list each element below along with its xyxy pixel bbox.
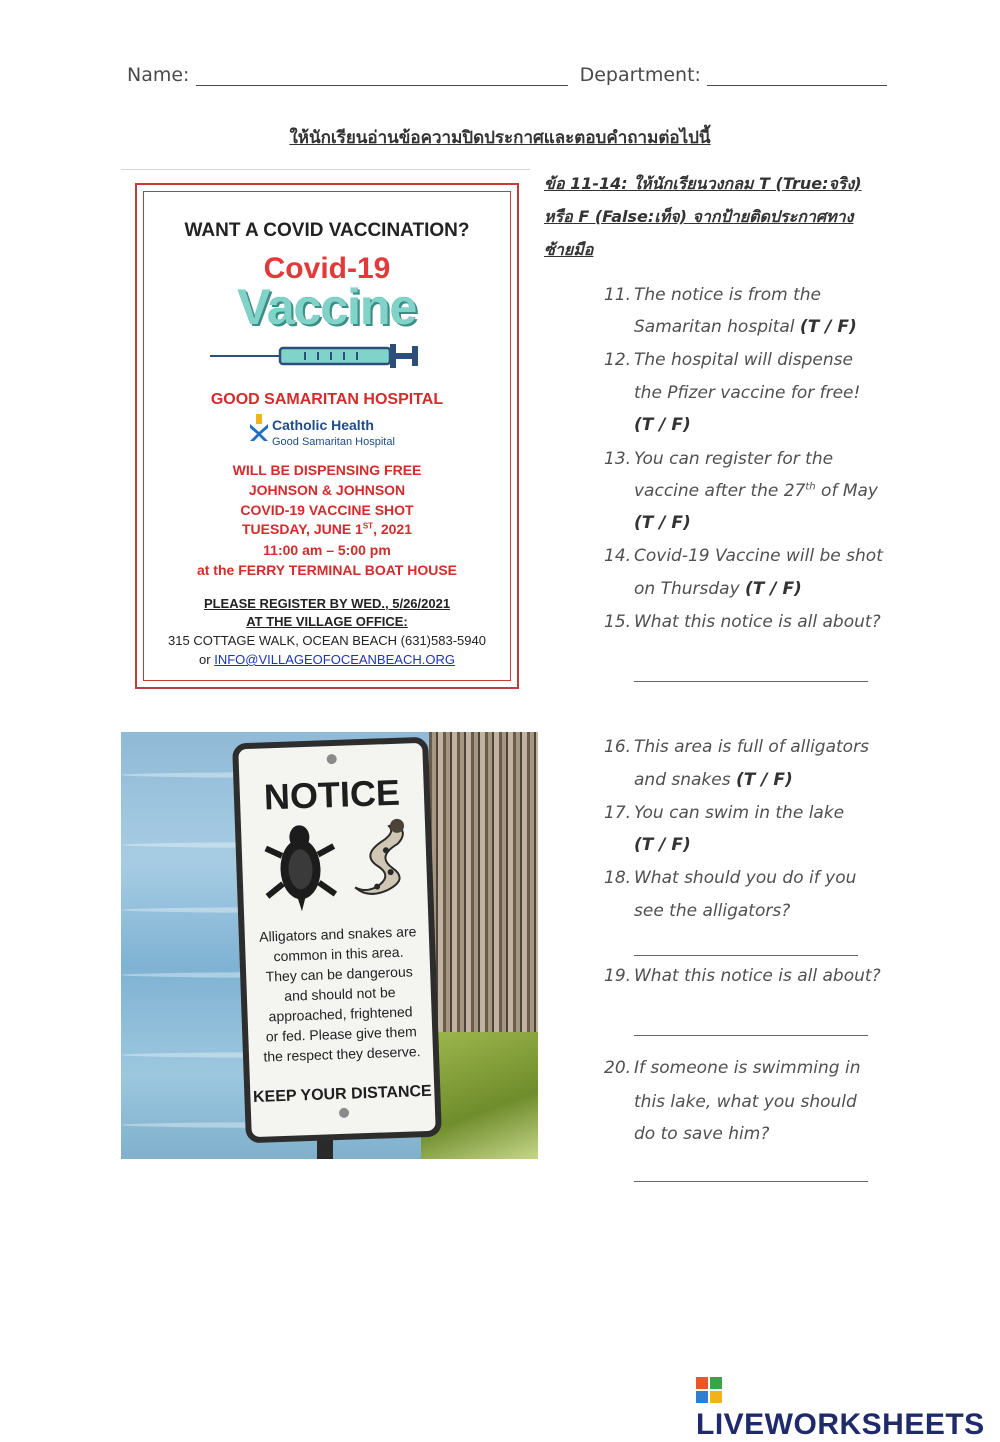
question-text: You can swim in the lake — [634, 803, 845, 823]
question-number: 16. — [604, 737, 632, 757]
alligator-icon — [259, 824, 342, 913]
poster-email-link[interactable]: INFO@VILLAGEOFOCEANBEACH.ORG — [214, 652, 455, 667]
tf-choice[interactable]: (T / F) — [634, 835, 691, 855]
question-text-line2: this lake, what you should — [634, 1092, 857, 1112]
poster-covid-text: Covid-19 — [263, 252, 391, 285]
header-row — [127, 64, 887, 86]
question-number: 12. — [604, 350, 632, 370]
question-text-part: and snakes — [634, 770, 736, 790]
tf-instruction-line3: ซ้ายมือ — [544, 240, 594, 259]
poster-email-line — [144, 652, 510, 667]
question-text-line3: do to save him? — [634, 1124, 770, 1144]
poster-hospital-name: GOOD SAMARITAN HOSPITAL — [210, 391, 444, 408]
question-text-line2 — [634, 579, 802, 599]
alligator-notice-photo — [121, 732, 538, 1159]
tf-choice[interactable]: (T / F) — [634, 513, 691, 533]
question-number: 13. — [604, 449, 632, 469]
liveworksheets-logo-icon — [696, 1377, 722, 1403]
poster-line-venue: at the FERRY TERMINAL BOAT HOUSE — [196, 562, 458, 578]
tf-choice[interactable]: (T / F) — [736, 770, 793, 790]
question-text: The hospital will dispense — [634, 350, 853, 370]
question-text-line2 — [634, 317, 857, 337]
answer-line-18[interactable] — [634, 954, 858, 956]
department-label: Department: — [579, 64, 701, 86]
catholic-health-logo-icon — [248, 414, 270, 442]
question-text-line2: see the alligators? — [634, 901, 791, 921]
question-number: 20. — [604, 1058, 632, 1078]
poster-line-time: 11:00 am – 5:00 pm — [263, 542, 391, 558]
poster-date-year: , 2021 — [373, 521, 413, 537]
tf-instruction-line2: หรือ F (False:เท็จ) จากป้ายติดประกาศทาง — [544, 207, 854, 226]
poster-inner-border — [143, 191, 511, 681]
question-number: 19. — [604, 966, 632, 986]
poster-catholic-health: Catholic Health — [272, 417, 374, 433]
sign-footer: KEEP YOUR DISTANCE — [252, 1082, 432, 1107]
tf-choice[interactable]: (T / F) — [634, 415, 691, 435]
poster-vaccine-text: Vaccine — [237, 279, 417, 335]
department-field[interactable] — [707, 65, 887, 86]
poster-line-shot: COVID-19 VACCINE SHOT — [240, 502, 414, 518]
poster-line-jnj: JOHNSON & JOHNSON — [248, 482, 406, 498]
snake-icon — [345, 815, 418, 903]
watermark-text: LIVEWORKSHEETS — [696, 1408, 985, 1441]
question-number: 14. — [604, 546, 632, 566]
question-number: 18. — [604, 868, 632, 888]
question-text-part: vaccine after the 27 — [634, 481, 806, 501]
sign-body-text: Alligators and snakes are common in this area. They can be dangerous and should not be approached, frightened or fed. Please give them the respect they deserve. — [258, 923, 421, 1065]
question-text: The notice is from the — [634, 285, 822, 305]
sign-title: NOTICE — [263, 771, 401, 818]
question-number: 15. — [604, 612, 632, 632]
answer-line-15[interactable] — [634, 680, 868, 682]
poster-date-sup: ST — [362, 521, 374, 531]
divider — [121, 169, 530, 170]
question-text-part: Samaritan hospital — [634, 317, 800, 337]
question-text-line2 — [634, 770, 793, 790]
tf-instruction-line1: ข้อ 11-14: ให้นักเรียนวงกลม T (True:จริง) — [544, 174, 862, 193]
question-text: This area is full of alligators — [634, 737, 869, 757]
poster-date-text: TUESDAY, JUNE 1 — [241, 521, 363, 537]
question-number: 17. — [604, 803, 632, 823]
question-text-line2 — [634, 481, 878, 501]
name-label: Name: — [127, 64, 190, 86]
tf-choice[interactable]: (T / F) — [799, 317, 857, 337]
notice-sign — [232, 737, 442, 1144]
answer-line-20[interactable] — [634, 1180, 868, 1182]
question-sup: th — [805, 481, 816, 493]
name-field[interactable] — [196, 65, 568, 86]
liveworksheets-watermark — [696, 1374, 1000, 1442]
question-text: What should you do if you — [634, 868, 857, 888]
question-text: If someone is swimming in — [634, 1058, 861, 1078]
poster-gs-hospital: Good Samaritan Hospital — [272, 436, 395, 448]
syringe-icon — [210, 340, 420, 370]
sign-bolt — [327, 754, 337, 764]
poster-or: or — [199, 652, 215, 667]
question-text-line2: the Pfizer vaccine for free! — [634, 383, 861, 403]
question-text-part: on Thursday — [634, 579, 746, 599]
question-text: Covid-19 Vaccine will be shot — [634, 546, 883, 566]
poster-line-date — [144, 521, 510, 537]
question-text-part: of May — [815, 481, 878, 501]
tf-choice[interactable]: (T / F) — [745, 579, 802, 599]
answer-line-19[interactable] — [634, 1034, 868, 1036]
question-text: What this notice is all about? — [634, 966, 881, 986]
covid-vaccine-poster — [135, 183, 519, 689]
poster-line-dispensing: WILL BE DISPENSING FREE — [232, 462, 422, 478]
poster-title: WANT A COVID VACCINATION? — [184, 220, 470, 241]
poster-address: 315 COTTAGE WALK, OCEAN BEACH (631)583-5940 — [168, 633, 486, 648]
worksheet-instruction: ให้นักเรียนอ่านข้อความปิดประกาศและตอบคำถามต่อไปนี้ — [289, 128, 711, 148]
question-number: 11. — [604, 285, 632, 305]
sign-bolt — [339, 1108, 349, 1118]
question-text: What this notice is all about? — [634, 612, 881, 632]
question-text: You can register for the — [634, 449, 834, 469]
poster-register: PLEASE REGISTER BY WED., 5/26/2021 — [203, 596, 451, 611]
poster-village-office: AT THE VILLAGE OFFICE: — [246, 614, 408, 629]
